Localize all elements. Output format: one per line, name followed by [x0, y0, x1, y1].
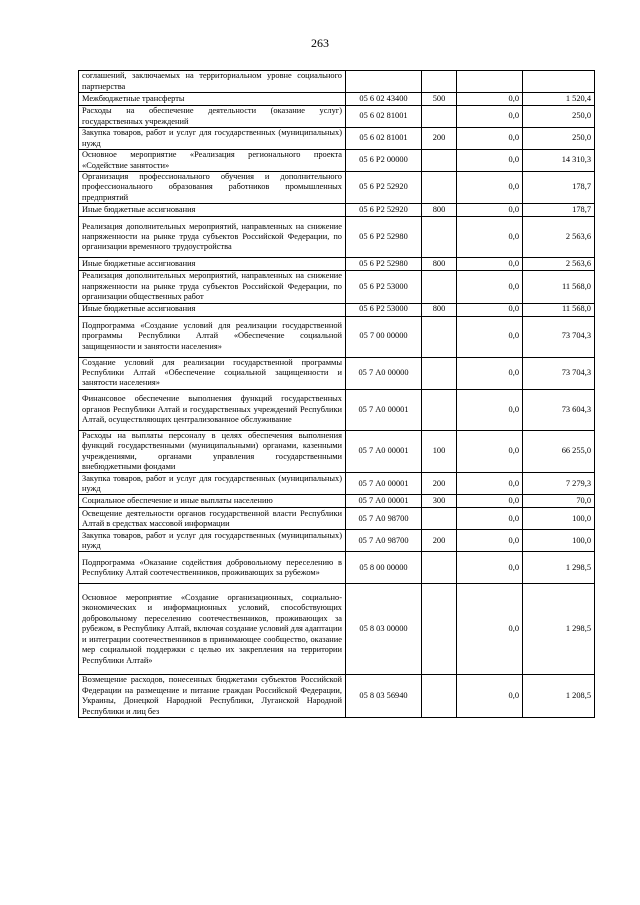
- row-code: 05 6 Р2 52920: [346, 204, 422, 217]
- row-value-1: 0,0: [457, 93, 523, 106]
- row-name: Расходы на обеспечение деятельности (оказание услуг) государственных учреждений: [79, 106, 346, 128]
- row-value-1: 0,0: [457, 530, 523, 552]
- row-value-2: 1 208,5: [523, 675, 595, 718]
- row-value-1: 0,0: [457, 217, 523, 258]
- row-name: Иные бюджетные ассигнования: [79, 303, 346, 316]
- row-code: 05 7 А0 98700: [346, 530, 422, 552]
- row-value-1: 0,0: [457, 473, 523, 495]
- table-row: [79, 150, 595, 172]
- row-code: 05 8 03 56940: [346, 675, 422, 718]
- row-expense-type: 300: [422, 495, 457, 508]
- row-name: Возмещение расходов, понесенных бюджетами субъектов Российской Федерации на размещение и питание граждан Российской Федерации, Украины, Донецкой Народной Республики, Луганской Народной Республики и лиц без: [79, 675, 346, 718]
- row-value-1: 0,0: [457, 172, 523, 204]
- row-value-1: 0,0: [457, 584, 523, 675]
- row-name: Создание условий для реализации государственной программы Республики Алтай «Обеспечение социальной защищенности и занятости населения»: [79, 357, 346, 389]
- row-name: Расходы на выплаты персоналу в целях обеспечения выполнения функций государственными (муниципальными) органами, казенными учреждениями, органами управления государственными внебюджетными фондами: [79, 430, 346, 473]
- row-name: Социальное обеспечение и иные выплаты населению: [79, 495, 346, 508]
- row-name: Закупка товаров, работ и услуг для государственных (муниципальных) нужд: [79, 128, 346, 150]
- table-row: [79, 357, 595, 389]
- row-code: 05 6 Р2 52920: [346, 172, 422, 204]
- row-value-2: 73 704,3: [523, 316, 595, 357]
- row-code: 05 6 02 81001: [346, 106, 422, 128]
- row-value-2: 73 704,3: [523, 357, 595, 389]
- row-expense-type: [422, 584, 457, 675]
- row-code: 05 6 Р2 00000: [346, 150, 422, 172]
- row-expense-type: 200: [422, 473, 457, 495]
- row-name: Реализация дополнительных мероприятий, направленных на снижение напряженности на рынке труда субъектов Российской Федерации, по организации общественных работ: [79, 271, 346, 303]
- row-name: Реализация дополнительных мероприятий, направленных на снижение напряженности на рынке труда субъектов Российской Федерации, по организации временного трудоустройства: [79, 217, 346, 258]
- table-row: [79, 303, 595, 316]
- table-row: [79, 430, 595, 473]
- table-row: [79, 389, 595, 430]
- row-name: Иные бюджетные ассигнования: [79, 258, 346, 271]
- row-value-2: 1 298,5: [523, 584, 595, 675]
- row-name: Подпрограмма «Оказание содействия добровольному переселению в Республику Алтай соотечественников, проживающих за рубежом»: [79, 552, 346, 584]
- row-code: 05 6 02 81001: [346, 128, 422, 150]
- row-value-1: 0,0: [457, 357, 523, 389]
- row-value-2: 1 298,5: [523, 552, 595, 584]
- row-expense-type: [422, 172, 457, 204]
- row-value-2: 250,0: [523, 106, 595, 128]
- row-value-2: 1 520,4: [523, 93, 595, 106]
- row-value-1: 0,0: [457, 389, 523, 430]
- row-code: 05 7 А0 00001: [346, 389, 422, 430]
- row-code: 05 6 02 43400: [346, 93, 422, 106]
- row-value-1: 0,0: [457, 106, 523, 128]
- budget-table: [78, 70, 595, 718]
- row-name: Основное мероприятие «Создание организационных, социально-экономических и информационных условий, способствующих добровольному переселению соотечественников, проживающих за рубежом, в Республику Алтай, включая создание условий для адаптации и интеграции соотечественников в принимающее сообщество, оказание мер социальной поддержки с целью их закрепления на территории Республики Алтай»: [79, 584, 346, 675]
- row-value-2: 11 568,0: [523, 303, 595, 316]
- row-expense-type: [422, 675, 457, 718]
- row-value-2: 2 563,6: [523, 258, 595, 271]
- row-code: 05 7 А0 00000: [346, 357, 422, 389]
- table-row: [79, 217, 595, 258]
- row-value-2: 7 279,3: [523, 473, 595, 495]
- row-value-2: 66 255,0: [523, 430, 595, 473]
- row-value-1: 0,0: [457, 204, 523, 217]
- row-code: [346, 71, 422, 93]
- row-code: 05 7 А0 00001: [346, 495, 422, 508]
- row-value-1: 0,0: [457, 508, 523, 530]
- row-name: Подпрограмма «Создание условий для реализации государственной программы Республики Алтай «Обеспечение социальной защищенности и занятости населения»: [79, 316, 346, 357]
- table-row: [79, 271, 595, 303]
- row-code: 05 8 00 00000: [346, 552, 422, 584]
- row-expense-type: [422, 106, 457, 128]
- row-code: 05 6 Р2 53000: [346, 271, 422, 303]
- page-number: 263: [311, 36, 329, 50]
- row-expense-type: [422, 217, 457, 258]
- row-value-1: 0,0: [457, 150, 523, 172]
- row-name: Финансовое обеспечение выполнения функций государственных органов Республики Алтай и государственных учреждений Республики Алтай, осуществляющих централизованное обслуживание: [79, 389, 346, 430]
- row-value-2: 11 568,0: [523, 271, 595, 303]
- row-expense-type: 100: [422, 430, 457, 473]
- row-value-2: 70,0: [523, 495, 595, 508]
- table-row: [79, 584, 595, 675]
- row-value-1: 0,0: [457, 271, 523, 303]
- row-value-2: [523, 71, 595, 93]
- row-name: Закупка товаров, работ и услуг для государственных (муниципальных) нужд: [79, 530, 346, 552]
- row-value-1: 0,0: [457, 430, 523, 473]
- row-value-2: 100,0: [523, 508, 595, 530]
- row-code: 05 8 03 00000: [346, 584, 422, 675]
- row-name: Организация профессионального обучения и дополнительного профессионального образования работников промышленных предприятий: [79, 172, 346, 204]
- row-expense-type: [422, 389, 457, 430]
- row-value-2: 178,7: [523, 204, 595, 217]
- row-value-2: 2 563,6: [523, 217, 595, 258]
- table-row: [79, 508, 595, 530]
- row-value-2: 100,0: [523, 530, 595, 552]
- row-value-1: 0,0: [457, 495, 523, 508]
- row-code: 05 7 А0 00001: [346, 473, 422, 495]
- row-value-2: 178,7: [523, 172, 595, 204]
- row-value-1: 0,0: [457, 303, 523, 316]
- table-row: [79, 204, 595, 217]
- table-row: [79, 530, 595, 552]
- table-row: [79, 258, 595, 271]
- row-expense-type: 500: [422, 93, 457, 106]
- row-expense-type: 200: [422, 530, 457, 552]
- table-row: [79, 71, 595, 93]
- row-name: соглашений, заключаемых на территориальном уровне социального партнерства: [79, 71, 346, 93]
- table-row: [79, 495, 595, 508]
- row-expense-type: [422, 552, 457, 584]
- row-expense-type: [422, 357, 457, 389]
- row-name: Иные бюджетные ассигнования: [79, 204, 346, 217]
- row-value-2: 250,0: [523, 128, 595, 150]
- row-code: 05 7 А0 00001: [346, 430, 422, 473]
- row-expense-type: [422, 271, 457, 303]
- row-expense-type: [422, 316, 457, 357]
- table-row: [79, 675, 595, 718]
- row-expense-type: [422, 508, 457, 530]
- table-row: [79, 552, 595, 584]
- row-value-2: 14 310,3: [523, 150, 595, 172]
- row-expense-type: [422, 150, 457, 172]
- table-row: [79, 93, 595, 106]
- row-value-1: 0,0: [457, 316, 523, 357]
- row-name: Освещение деятельности органов государственной власти Республики Алтай в средствах массовой информации: [79, 508, 346, 530]
- row-value-1: 0,0: [457, 675, 523, 718]
- row-value-1: [457, 71, 523, 93]
- row-expense-type: 800: [422, 258, 457, 271]
- row-name: Закупка товаров, работ и услуг для государственных (муниципальных) нужд: [79, 473, 346, 495]
- table-row: [79, 172, 595, 204]
- row-expense-type: 800: [422, 303, 457, 316]
- row-value-2: 73 604,3: [523, 389, 595, 430]
- row-code: 05 7 00 00000: [346, 316, 422, 357]
- row-name: Межбюджетные трансферты: [79, 93, 346, 106]
- table-row: [79, 106, 595, 128]
- row-value-1: 0,0: [457, 552, 523, 584]
- row-code: 05 6 Р2 52980: [346, 217, 422, 258]
- row-expense-type: 200: [422, 128, 457, 150]
- row-code: 05 6 Р2 52980: [346, 258, 422, 271]
- row-expense-type: 800: [422, 204, 457, 217]
- row-code: 05 6 Р2 53000: [346, 303, 422, 316]
- row-value-1: 0,0: [457, 128, 523, 150]
- table-row: [79, 473, 595, 495]
- row-value-1: 0,0: [457, 258, 523, 271]
- row-expense-type: [422, 71, 457, 93]
- row-name: Основное мероприятие «Реализация регионального проекта «Содействие занятости»: [79, 150, 346, 172]
- table-row: [79, 128, 595, 150]
- row-code: 05 7 А0 98700: [346, 508, 422, 530]
- table-row: [79, 316, 595, 357]
